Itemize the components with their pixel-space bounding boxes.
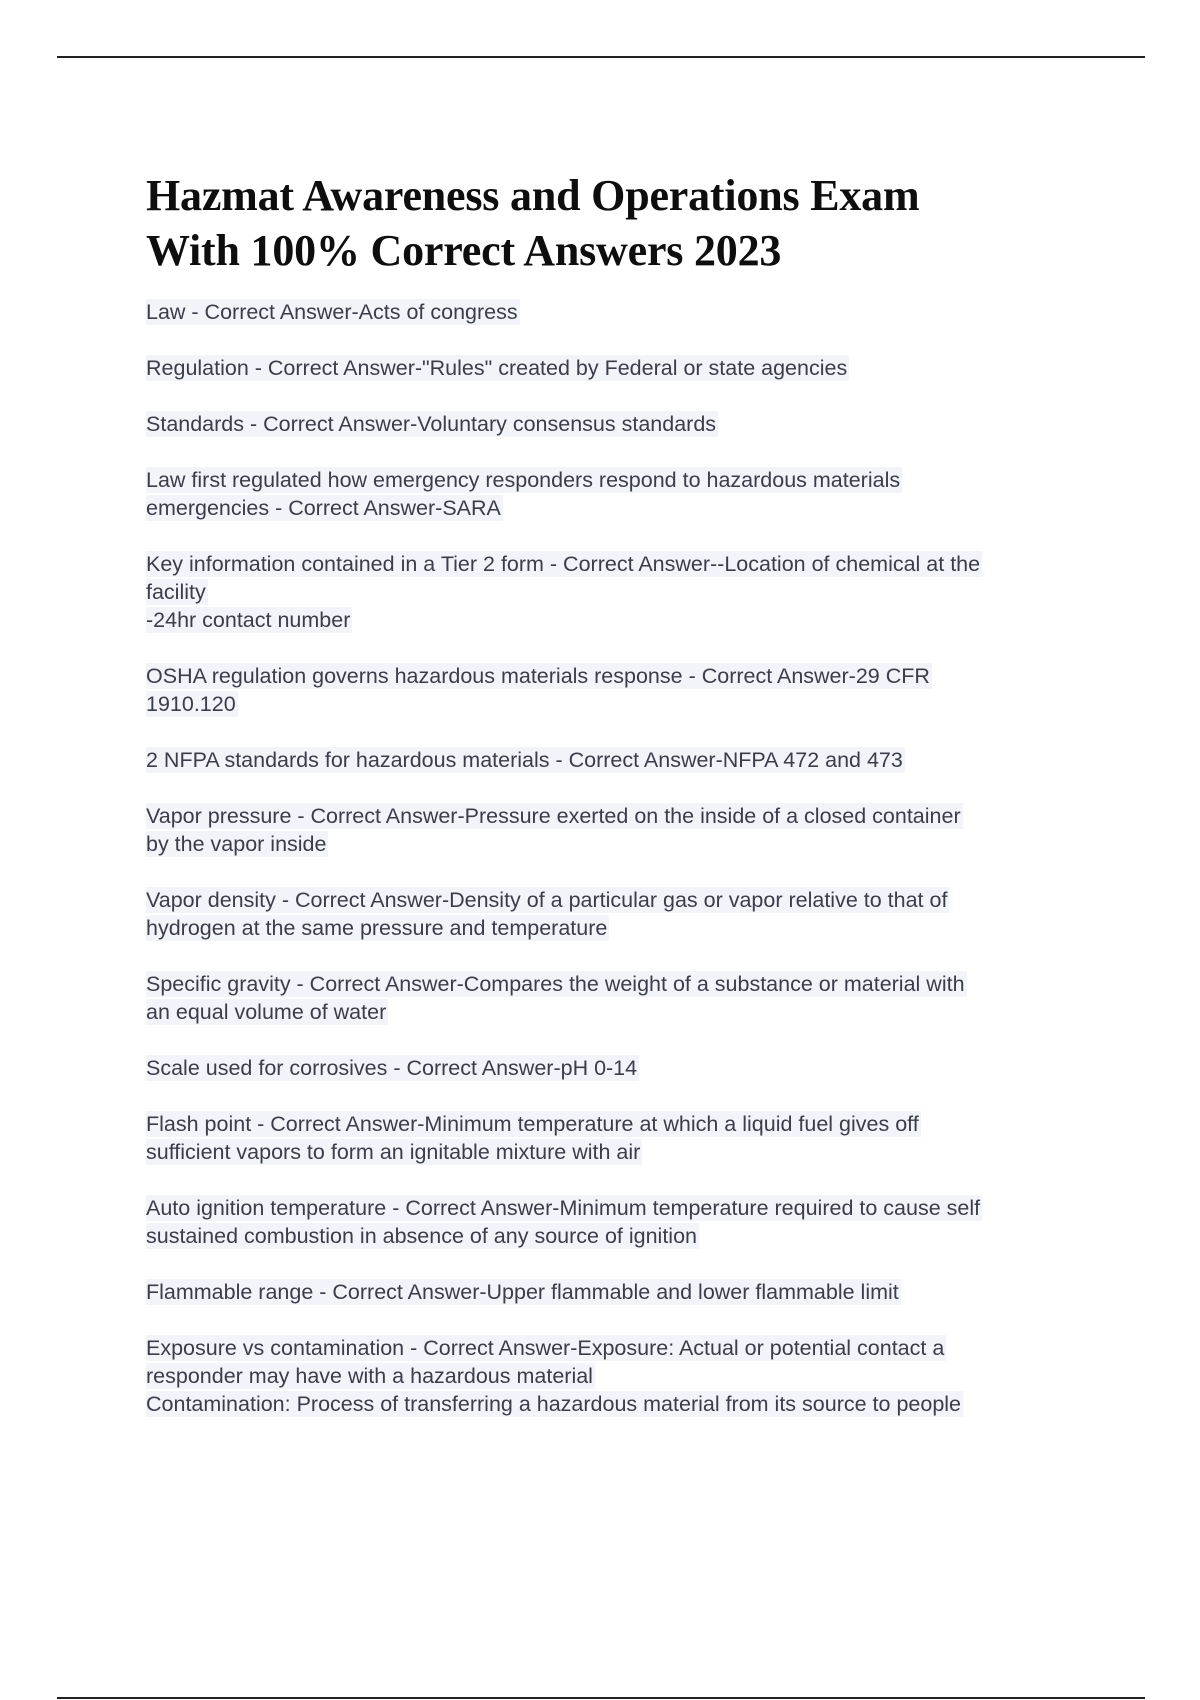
qa-line: Scale used for corrosives - Correct Answer-pH 0-14 [146, 1056, 638, 1080]
qa-line: -24hr contact number [146, 608, 351, 632]
qa-item-corrosives-scale [146, 1054, 1106, 1082]
qa-line: Specific gravity - Correct Answer-Compares the weight of a substance or material with [146, 972, 965, 996]
qa-line: Regulation - Correct Answer-"Rules" created by Federal or state agencies [146, 356, 848, 380]
document-body [146, 168, 1106, 1446]
qa-item-tier2-form [146, 550, 1106, 634]
qa-item-nfpa-standards [146, 746, 1106, 774]
qa-line: Law - Correct Answer-Acts of congress [146, 300, 518, 324]
qa-line: OSHA regulation governs hazardous materials response - Correct Answer-29 CFR [146, 664, 930, 688]
bottom-divider [57, 1697, 1145, 1699]
qa-line: responder may have with a hazardous material [146, 1364, 593, 1388]
qa-line: Flash point - Correct Answer-Minimum temperature at which a liquid fuel gives off [146, 1112, 919, 1136]
qa-item-osha-regulation [146, 662, 1106, 718]
qa-item-exposure-vs-contamination [146, 1334, 1106, 1418]
qa-item-law-first-regulated [146, 466, 1106, 522]
qa-line: Contamination: Process of transferring a hazardous material from its source to people [146, 1392, 962, 1416]
qa-item-standards [146, 410, 1106, 438]
qa-item-law [146, 298, 1106, 326]
qa-line: facility [146, 580, 206, 604]
qa-line: Vapor pressure - Correct Answer-Pressure exerted on the inside of a closed container [146, 804, 961, 828]
qa-line: sustained combustion in absence of any source of ignition [146, 1224, 697, 1248]
qa-line: 2 NFPA standards for hazardous materials - Correct Answer-NFPA 472 and 473 [146, 748, 903, 772]
qa-line: 1910.120 [146, 692, 236, 716]
qa-list [146, 298, 1106, 1418]
qa-item-auto-ignition [146, 1194, 1106, 1250]
qa-line: Auto ignition temperature - Correct Answer-Minimum temperature required to cause self [146, 1196, 981, 1220]
qa-line: hydrogen at the same pressure and temperature [146, 916, 608, 940]
qa-line: by the vapor inside [146, 832, 327, 856]
qa-line: an equal volume of water [146, 1000, 387, 1024]
qa-line: Exposure vs contamination - Correct Answer-Exposure: Actual or potential contact a [146, 1336, 945, 1360]
qa-line: Standards - Correct Answer-Voluntary consensus standards [146, 412, 717, 436]
qa-line: Key information contained in a Tier 2 form - Correct Answer--Location of chemical at the [146, 552, 981, 576]
top-divider [57, 56, 1145, 58]
qa-item-flash-point [146, 1110, 1106, 1166]
qa-line: Vapor density - Correct Answer-Density of a particular gas or vapor relative to that of [146, 888, 948, 912]
title-line-1: Hazmat Awareness and Operations Exam [146, 171, 920, 220]
qa-line: Law first regulated how emergency responders respond to hazardous materials [146, 468, 901, 492]
qa-item-regulation [146, 354, 1106, 382]
qa-item-vapor-pressure [146, 802, 1106, 858]
qa-line: emergencies - Correct Answer-SARA [146, 496, 501, 520]
qa-line: Flammable range - Correct Answer-Upper flammable and lower flammable limit [146, 1280, 899, 1304]
qa-item-specific-gravity [146, 970, 1106, 1026]
document-title [146, 168, 1106, 278]
qa-item-vapor-density [146, 886, 1106, 942]
title-line-2: With 100% Correct Answers 2023 [146, 226, 782, 275]
qa-item-flammable-range [146, 1278, 1106, 1306]
qa-line: sufficient vapors to form an ignitable mixture with air [146, 1140, 641, 1164]
